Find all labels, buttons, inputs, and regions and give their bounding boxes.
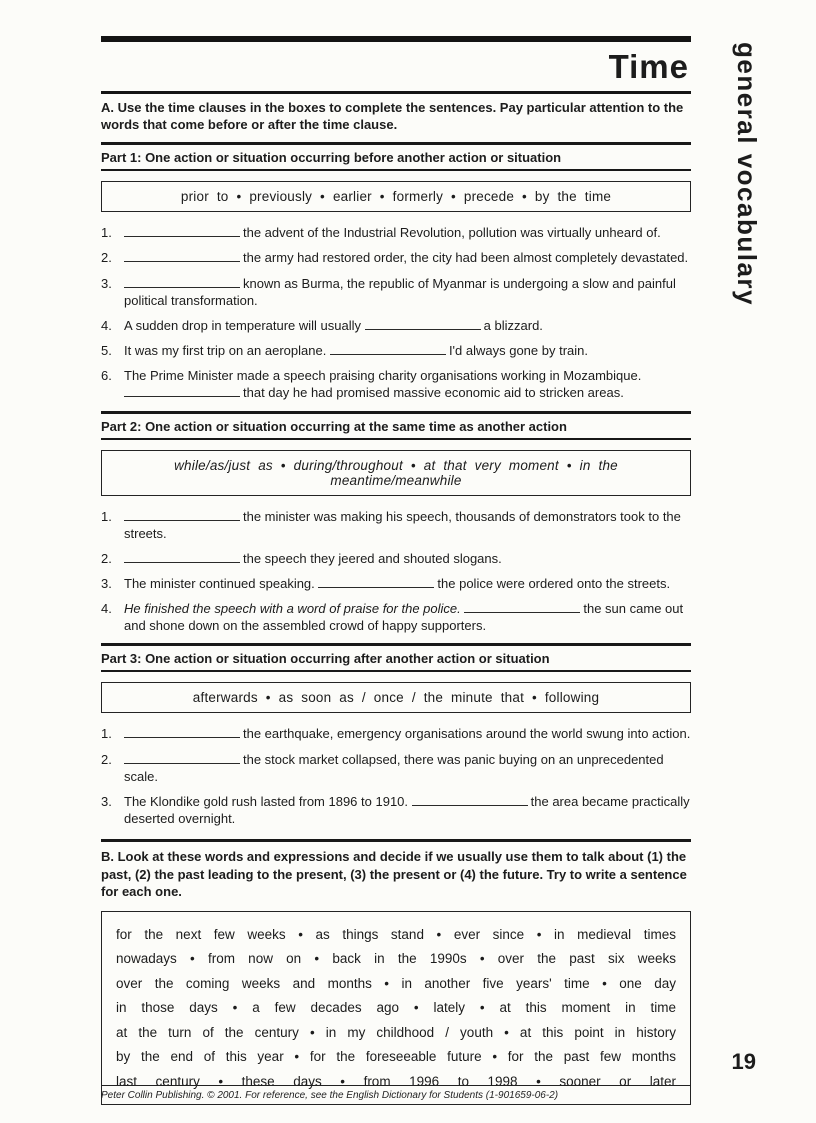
page-title: Time [608,48,689,85]
item-text [124,575,691,592]
answer-blank [124,226,240,237]
expression-line: for the next few weeks • as things stand • ever since • in medieval times [116,926,676,942]
answer-blank [365,319,481,330]
item-pre: A sudden drop in temperature will usually [124,317,362,333]
title-rule [101,91,691,94]
expression-line: nowadays • from now on • back in the 1990s • over the past six weeks [116,951,676,967]
expression-box [101,911,691,1106]
exercise-item [101,725,691,742]
item-number: 3. [101,275,112,291]
exercise-item [101,575,691,592]
part-3 [101,643,691,827]
exercise-item [101,600,691,634]
answer-blank [124,510,240,521]
part-3-word-box: afterwards • as soon as / once / the minute that • following [101,682,691,713]
exercise-item [101,550,691,567]
item-number: 1. [101,225,112,241]
exercise-item [101,751,691,785]
answer-blank [124,727,240,738]
item-text [124,550,691,567]
answer-blank [124,251,240,262]
expression-line: at the turn of the century • in my childhood / youth • at this point in history [116,1024,676,1040]
item-number: 6. [101,368,112,384]
item-number: 2. [101,751,112,767]
item-post: the earthquake, emergency organisations around the world swung into action. [243,726,691,742]
item-pre: The Prime Minister made a speech praising charity organisations working in Mozambique. [124,368,642,384]
item-post: the stock market collapsed, there was panic buying on an unprecedented scale. [124,751,664,784]
side-label: general vocabulary [732,42,762,306]
section-b [101,839,691,1105]
item-text [124,224,691,241]
item-post: that day he had promised massive economic aid to stricken areas. [243,385,624,401]
part-1 [101,142,691,401]
item-number: 1. [101,508,112,524]
item-text [124,600,691,634]
answer-blank [412,795,528,806]
answer-blank [464,602,580,613]
item-post: the speech they jeered and shouted slogans. [243,550,502,566]
item-number: 2. [101,550,112,566]
item-post: the sun came out and shone down on the assembled crowd of happy supporters. [124,601,684,634]
item-number: 5. [101,343,112,359]
answer-blank [124,552,240,563]
item-post: the advent of the Industrial Revolution, pollution was virtually unheard of. [243,225,661,241]
answer-blank [330,344,446,355]
footer-book-title: English Dictionary for Students [346,1090,484,1101]
part-2-heading: Part 2: One action or situation occurring at the same time as another action [101,411,691,440]
item-text [124,751,691,785]
item-text [124,367,691,401]
item-post: I'd always gone by train. [448,343,588,359]
item-number: 1. [101,726,112,742]
item-pre: The minister continued speaking. [124,575,315,591]
item-number: 4. [101,317,112,333]
item-post: the police were ordered onto the streets. [437,575,671,591]
page-content [101,36,691,1105]
exercise-item [101,793,691,827]
section-b-instruction: B. Look at these words and expressions and decide if we usually use them to talk about (1) the past, (2) the past leading to the present, (3) the present or (4) the future. Try to write a sentence for each one. [101,839,691,901]
exercise-item [101,224,691,241]
exercise-item [101,317,691,334]
footer-pre: Peter Collin Publishing. © 2001. For reference, see the [101,1090,347,1101]
item-post: a blizzard. [483,317,543,333]
item-post: the army had restored order, the city had been almost completely devastated. [243,250,689,266]
part-3-items [101,725,691,827]
item-number: 4. [101,601,112,617]
item-post: the area became practically deserted overnight. [124,793,690,827]
item-text [124,249,691,266]
item-text [124,725,691,742]
item-post: known as Burma, the republic of Myanmar is undergoing a slow and painful political transformation. [124,275,676,308]
answer-blank [124,277,240,288]
section-a-instruction: A. Use the time clauses in the boxes to complete the sentences. Pay particular attention to the words that come before or after the time clause. [101,99,684,133]
part-1-word-box: prior to • previously • earlier • formerly • precede • by the time [101,181,691,212]
part-2 [101,411,691,635]
item-number: 3. [101,793,112,809]
item-text [124,342,691,359]
footer [101,1085,691,1101]
answer-blank [124,386,240,397]
expression-line: last century • these days • from 1996 to 1998 • sooner or later [116,1073,676,1089]
item-text [124,275,691,309]
item-pre: The Klondike gold rush lasted from 1896 to 1910. [124,793,409,809]
item-post: the minister was making his speech, thousands of demonstrators took to the streets. [124,508,681,541]
part-2-word-box: while/as/just as • during/throughout • at that very moment • in the meantime/meanwhile [101,450,691,496]
answer-blank [318,577,434,588]
exercise-item [101,249,691,266]
part-1-items [101,224,691,401]
exercise-item [101,342,691,359]
expression-line: in those days • a few decades ago • lately • at this moment in time [116,1000,676,1016]
answer-blank [124,753,240,764]
part-3-heading: Part 3: One action or situation occurring after another action or situation [101,643,691,672]
item-pre: It was my first trip on an aeroplane. [124,343,327,359]
page-number: 19 [731,1049,756,1074]
exercise-item [101,367,691,401]
item-text [124,508,691,542]
expression-line: by the end of this year • for the foreseeable future • for the past few months [116,1049,676,1065]
part-2-items [101,508,691,635]
exercise-item [101,508,691,542]
item-text [124,793,691,827]
item-pre: He finished the speech with a word of praise for the police. [124,601,461,617]
footer-post: (1-901659-06-2) [483,1090,559,1101]
expression-line: over the coming weeks and months • in another five years' time • one day [116,975,676,991]
exercise-item [101,275,691,309]
item-text [124,317,691,334]
item-number: 2. [101,250,112,266]
item-number: 3. [101,575,112,591]
part-1-heading: Part 1: One action or situation occurring before another action or situation [101,142,691,171]
